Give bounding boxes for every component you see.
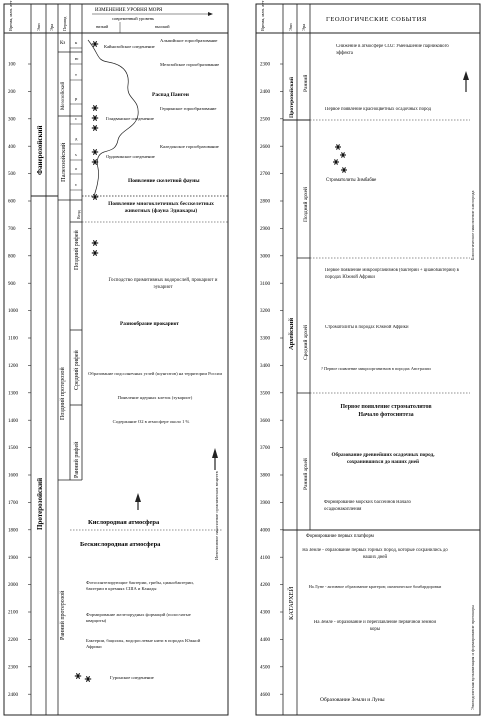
right-era-early-archean: Ранний архей — [303, 458, 309, 490]
r-event-crust: На Земле - образование и переплавление первичной земной коры — [313, 620, 437, 632]
era-early-riphean-label: Ранний рифей — [74, 441, 80, 478]
time-tick-label: 4500 — [260, 665, 270, 671]
event-gondwana-glac: Гондванское оледенение — [106, 116, 154, 121]
event-russia-box — [86, 371, 224, 391]
r-event-strom-sa: Строматолиты в породах Южной Африки — [325, 325, 409, 330]
r-event-micro-sa: Первое появление микроорганизмов (бактерии + цианобактерии) в породах Южной Африки — [325, 268, 459, 280]
snowflake-icon — [92, 125, 98, 131]
time-tick-label: 4300 — [260, 610, 270, 616]
period-label: є — [75, 182, 77, 187]
time-tick-label: 3300 — [260, 336, 270, 342]
time-tick-label: 1400 — [8, 418, 18, 424]
right-era-early: Ранний — [303, 74, 309, 92]
r-event-seas-box — [324, 500, 446, 518]
time-tick-label: 2900 — [260, 227, 270, 232]
r-event-moon-craters: На Луне - активное образование кратеров; океаническое бомбардировки — [308, 584, 442, 589]
time-tick-label: 300 — [8, 117, 16, 123]
sea-arrow-head — [208, 12, 213, 16]
up-arrow-head — [212, 448, 218, 458]
time-tick-label: 4600 — [260, 692, 270, 698]
period-label: s — [75, 152, 77, 157]
right-stromatolite-icons — [333, 144, 347, 172]
time-tick-label: 4000 — [260, 528, 270, 534]
right-header-era: Эра — [301, 23, 306, 31]
r-event-oldest-rocks: Образование древнейших осадочных пород, сохранившихся до наших дней — [331, 452, 435, 466]
right-panel — [256, 1, 480, 715]
era-early-proterozoic-label: Ранний протерозой — [60, 590, 66, 640]
time-tick-label: 2700 — [260, 172, 270, 178]
left-header-sea-sub: современный уровень — [112, 16, 155, 21]
event-photo-bacteria: Фотосинтезирующие бактерии, грибы, цианобактерии, бактерии в кремнях США и Канады — [86, 580, 194, 592]
event-eukaryotic: Появление ядерных клеток (эукариот) — [117, 395, 193, 400]
event-anoxic-atm: Бескислородная атмосфера — [80, 541, 161, 548]
event-hercynian: Герцинское горообразование — [160, 106, 217, 111]
time-tick-label: 1200 — [8, 364, 18, 369]
period-label: ю — [75, 56, 79, 61]
r-event-mountains-box — [300, 548, 450, 582]
snowflake-icon — [92, 149, 98, 155]
right-header-title: ГЕОЛОГИЧЕСКИЕ СОБЫТИЯ — [326, 16, 427, 23]
right-header-time: Время, млн. лет — [260, 0, 265, 31]
time-tick-label: 3000 — [260, 254, 270, 260]
right-side-note-top: Биологическое накопление кислорода — [470, 190, 475, 260]
time-tick-label: 500 — [8, 172, 16, 178]
era-late-riphean-label: Поздний рифей — [74, 230, 80, 270]
snowflake-icon — [92, 41, 98, 47]
r-event-zimbabwe: Строматолиты Зимбабве — [326, 178, 377, 183]
time-tick-label: 4400 — [260, 638, 270, 643]
period-label: р — [75, 96, 78, 101]
snowflake-icon — [75, 673, 81, 679]
event-o2-box — [96, 419, 206, 435]
r-event-earth-moon: Образование Земли и Луны — [320, 697, 385, 703]
event-iron: Формирование железорудных формаций (полосчатые кварциты) — [86, 612, 191, 624]
r-event-stroma-first-box — [334, 403, 438, 429]
right-side-note-bottom: Эпизодическая вулканизация и формирование протокоры — [470, 604, 475, 710]
r-event-strom-sa-box — [325, 325, 435, 341]
r-event-co2-box — [336, 44, 466, 66]
time-tick-label: 3800 — [260, 473, 270, 479]
snowflake-icon — [85, 676, 91, 682]
time-tick-label: 2600 — [260, 144, 270, 150]
r-event-oldest-box — [318, 452, 448, 486]
time-tick-label: 3400 — [260, 364, 270, 369]
snowflake-icon — [92, 194, 98, 200]
r-event-moon-box — [300, 584, 450, 602]
period-label: к — [75, 40, 78, 45]
time-tick-label: 1600 — [8, 473, 18, 479]
time-tick-label: 600 — [8, 199, 16, 205]
time-tick-label: 1900 — [8, 555, 18, 561]
time-tick-label: 2400 — [260, 90, 270, 95]
right-era-late-archean: Поздний архей — [303, 187, 309, 222]
r-event-redbeds-box — [325, 107, 435, 129]
time-tick-label: 800 — [8, 254, 16, 260]
eon-phanerozoic-label: Фанерозойский — [36, 125, 44, 175]
r-event-micro-aus-box — [321, 366, 451, 384]
time-tick-label: 3600 — [260, 418, 270, 424]
r-event-micro-sa-box — [325, 268, 467, 292]
era-paleozoic-label: Палеозойский — [60, 142, 67, 182]
event-huronian: Гуронское оледенение — [110, 675, 154, 680]
r-event-redbeds: Первое появление красноцветных осадочных пород — [325, 107, 432, 112]
event-iron-box — [86, 612, 204, 632]
snowflake-icon — [335, 144, 341, 149]
period-label: т — [75, 72, 77, 77]
r-event-mountains: На Земле - образование первых горных пород, которые сохранились до наших дней — [302, 548, 448, 560]
event-bacteria-sa-box — [86, 638, 210, 658]
event-alpine: Альпийское горообразование — [160, 38, 218, 43]
period-label: д — [75, 136, 78, 141]
time-tick-label: 900 — [8, 281, 16, 287]
event-prokaryote-dom: Господство примитивных водорослей, прокариот и эукариот — [108, 278, 218, 290]
time-tick-label: 1500 — [8, 446, 18, 452]
left-header-eon: Эон — [36, 23, 41, 31]
event-ediacara: Появление многоклеточных бесскелетных животных (фауна Эдиакары) — [108, 201, 214, 215]
time-tick-label: 1100 — [8, 336, 18, 342]
r-event-co2: Снижение в атмосфере CO2: Уменьшение парникового эффекта — [336, 44, 449, 56]
snowflake-icon — [341, 167, 347, 172]
right-time-ticks — [260, 63, 283, 698]
right-eon-archean: Архейский — [288, 317, 295, 350]
time-tick-label: 3700 — [260, 446, 270, 452]
left-header-sea-level: ИЗМЕНЕНИЕ УРОВНЯ МОРЯ — [95, 8, 163, 13]
time-tick-label: 2200 — [8, 638, 18, 643]
snowflake-icon — [333, 159, 339, 164]
period-labels — [70, 40, 82, 190]
r-event-platforms: Формирование первых платформ — [306, 534, 374, 539]
time-tick-label: 3500 — [260, 391, 270, 397]
right-eon-proterozoic: Протерозойский — [289, 76, 295, 118]
right-eon-katarchean: КАТАРХЕЙ — [288, 586, 295, 620]
event-skeletal: Появление скелетной фауны — [128, 178, 200, 184]
snowflake-icon — [92, 105, 98, 111]
left-header-sea-high: высокий — [155, 24, 170, 29]
time-tick-label: 4100 — [260, 555, 270, 561]
left-header-sea-low: низкий — [96, 24, 109, 29]
event-pangea: Распад Пангеи — [152, 92, 189, 98]
time-tick-label: 2300 — [8, 665, 18, 671]
right-era-middle-archean: Средний архей — [303, 325, 309, 360]
time-tick-label: 2400 — [8, 692, 18, 698]
r-event-crust-box — [310, 620, 440, 654]
time-tick-label: 1800 — [8, 528, 18, 534]
left-header-era: Эра — [49, 23, 54, 31]
time-tick-label: 4200 — [260, 583, 270, 589]
time-tick-label: 1700 — [8, 501, 18, 506]
up-arrow-head — [135, 493, 141, 502]
snowflake-icon — [92, 115, 98, 121]
event-ordovician-glac: Ордовикское оледенение — [106, 154, 155, 159]
event-caledonian: Каледонское горообразование — [160, 144, 219, 149]
era-vend-label: Венд — [76, 210, 81, 219]
time-tick-label: 3900 — [260, 501, 270, 506]
time-tick-label: 2000 — [8, 583, 18, 589]
event-cenozoic-glac: Кайнозойское оледенение — [104, 44, 155, 49]
event-oxygen-atm: Кислородная атмосфера — [88, 519, 160, 526]
snowflake-icon — [340, 152, 346, 157]
time-tick-label: 700 — [8, 227, 16, 232]
time-tick-label: 1000 — [8, 309, 18, 315]
time-tick-label: 3100 — [260, 281, 270, 287]
right-up-arrow-head — [463, 71, 469, 80]
eon-proterozoic-label: Протерозойский — [36, 477, 44, 530]
time-tick-label: 3200 — [260, 309, 270, 315]
event-bacteria-sa: Бактерии, бациллы, водорослевые нити в породах Южной Африки — [86, 638, 201, 650]
time-tick-label: 2800 — [260, 199, 270, 205]
time-tick-label: 400 — [8, 144, 16, 150]
time-tick-label: 100 — [8, 62, 16, 68]
right-header-eon: Эон — [288, 23, 293, 31]
event-eukaryotic-box — [100, 395, 210, 411]
event-o2-level: Содержание О2 в атмосфере около 1 % — [112, 419, 190, 424]
left-side-note: Интенсивное накопление органических веществ — [214, 471, 219, 560]
event-prokaryote-box — [100, 277, 226, 309]
event-algae-div: Разнообразие прокариот — [120, 321, 179, 327]
period-label: с — [75, 116, 77, 121]
left-time-ticks — [8, 63, 31, 698]
time-tick-label: 2300 — [260, 62, 270, 68]
event-russia: Образование подсолнечных углей (шунгитов) на территории России — [88, 371, 222, 376]
snowflake-icon — [92, 250, 98, 256]
r-event-stroma-first: Первое появление строматолитов Начало фотосинтеза — [340, 404, 432, 419]
event-ediacara-box — [96, 201, 226, 231]
left-panel — [4, 1, 228, 715]
r-event-micro-aus: ? Первое появление микроорганизмов в породах Австралии — [321, 366, 431, 371]
time-tick-label: 2500 — [260, 117, 270, 123]
event-mesozoic-orog: Мезозойское горообразование — [160, 62, 220, 67]
period-label: о — [75, 166, 78, 171]
time-tick-label: 2100 — [8, 610, 18, 616]
time-tick-label: 200 — [8, 90, 16, 95]
left-header-period: Период — [62, 16, 67, 31]
era-middle-riphean-label: Средний рифей — [74, 350, 80, 390]
era-late-proterozoic-label: Поздний протерозой — [60, 367, 66, 420]
event-photo-box — [86, 580, 204, 610]
era-mesozoic-label: Мезозойский — [61, 81, 66, 110]
snowflake-icon — [92, 240, 98, 246]
r-event-seas: Формирование морских бассейнов Начало осадконакопления — [324, 500, 411, 512]
left-header-time: Время, млн. лет — [8, 0, 13, 31]
era-kz-label: Кз — [60, 41, 66, 46]
time-tick-label: 1300 — [8, 391, 18, 397]
